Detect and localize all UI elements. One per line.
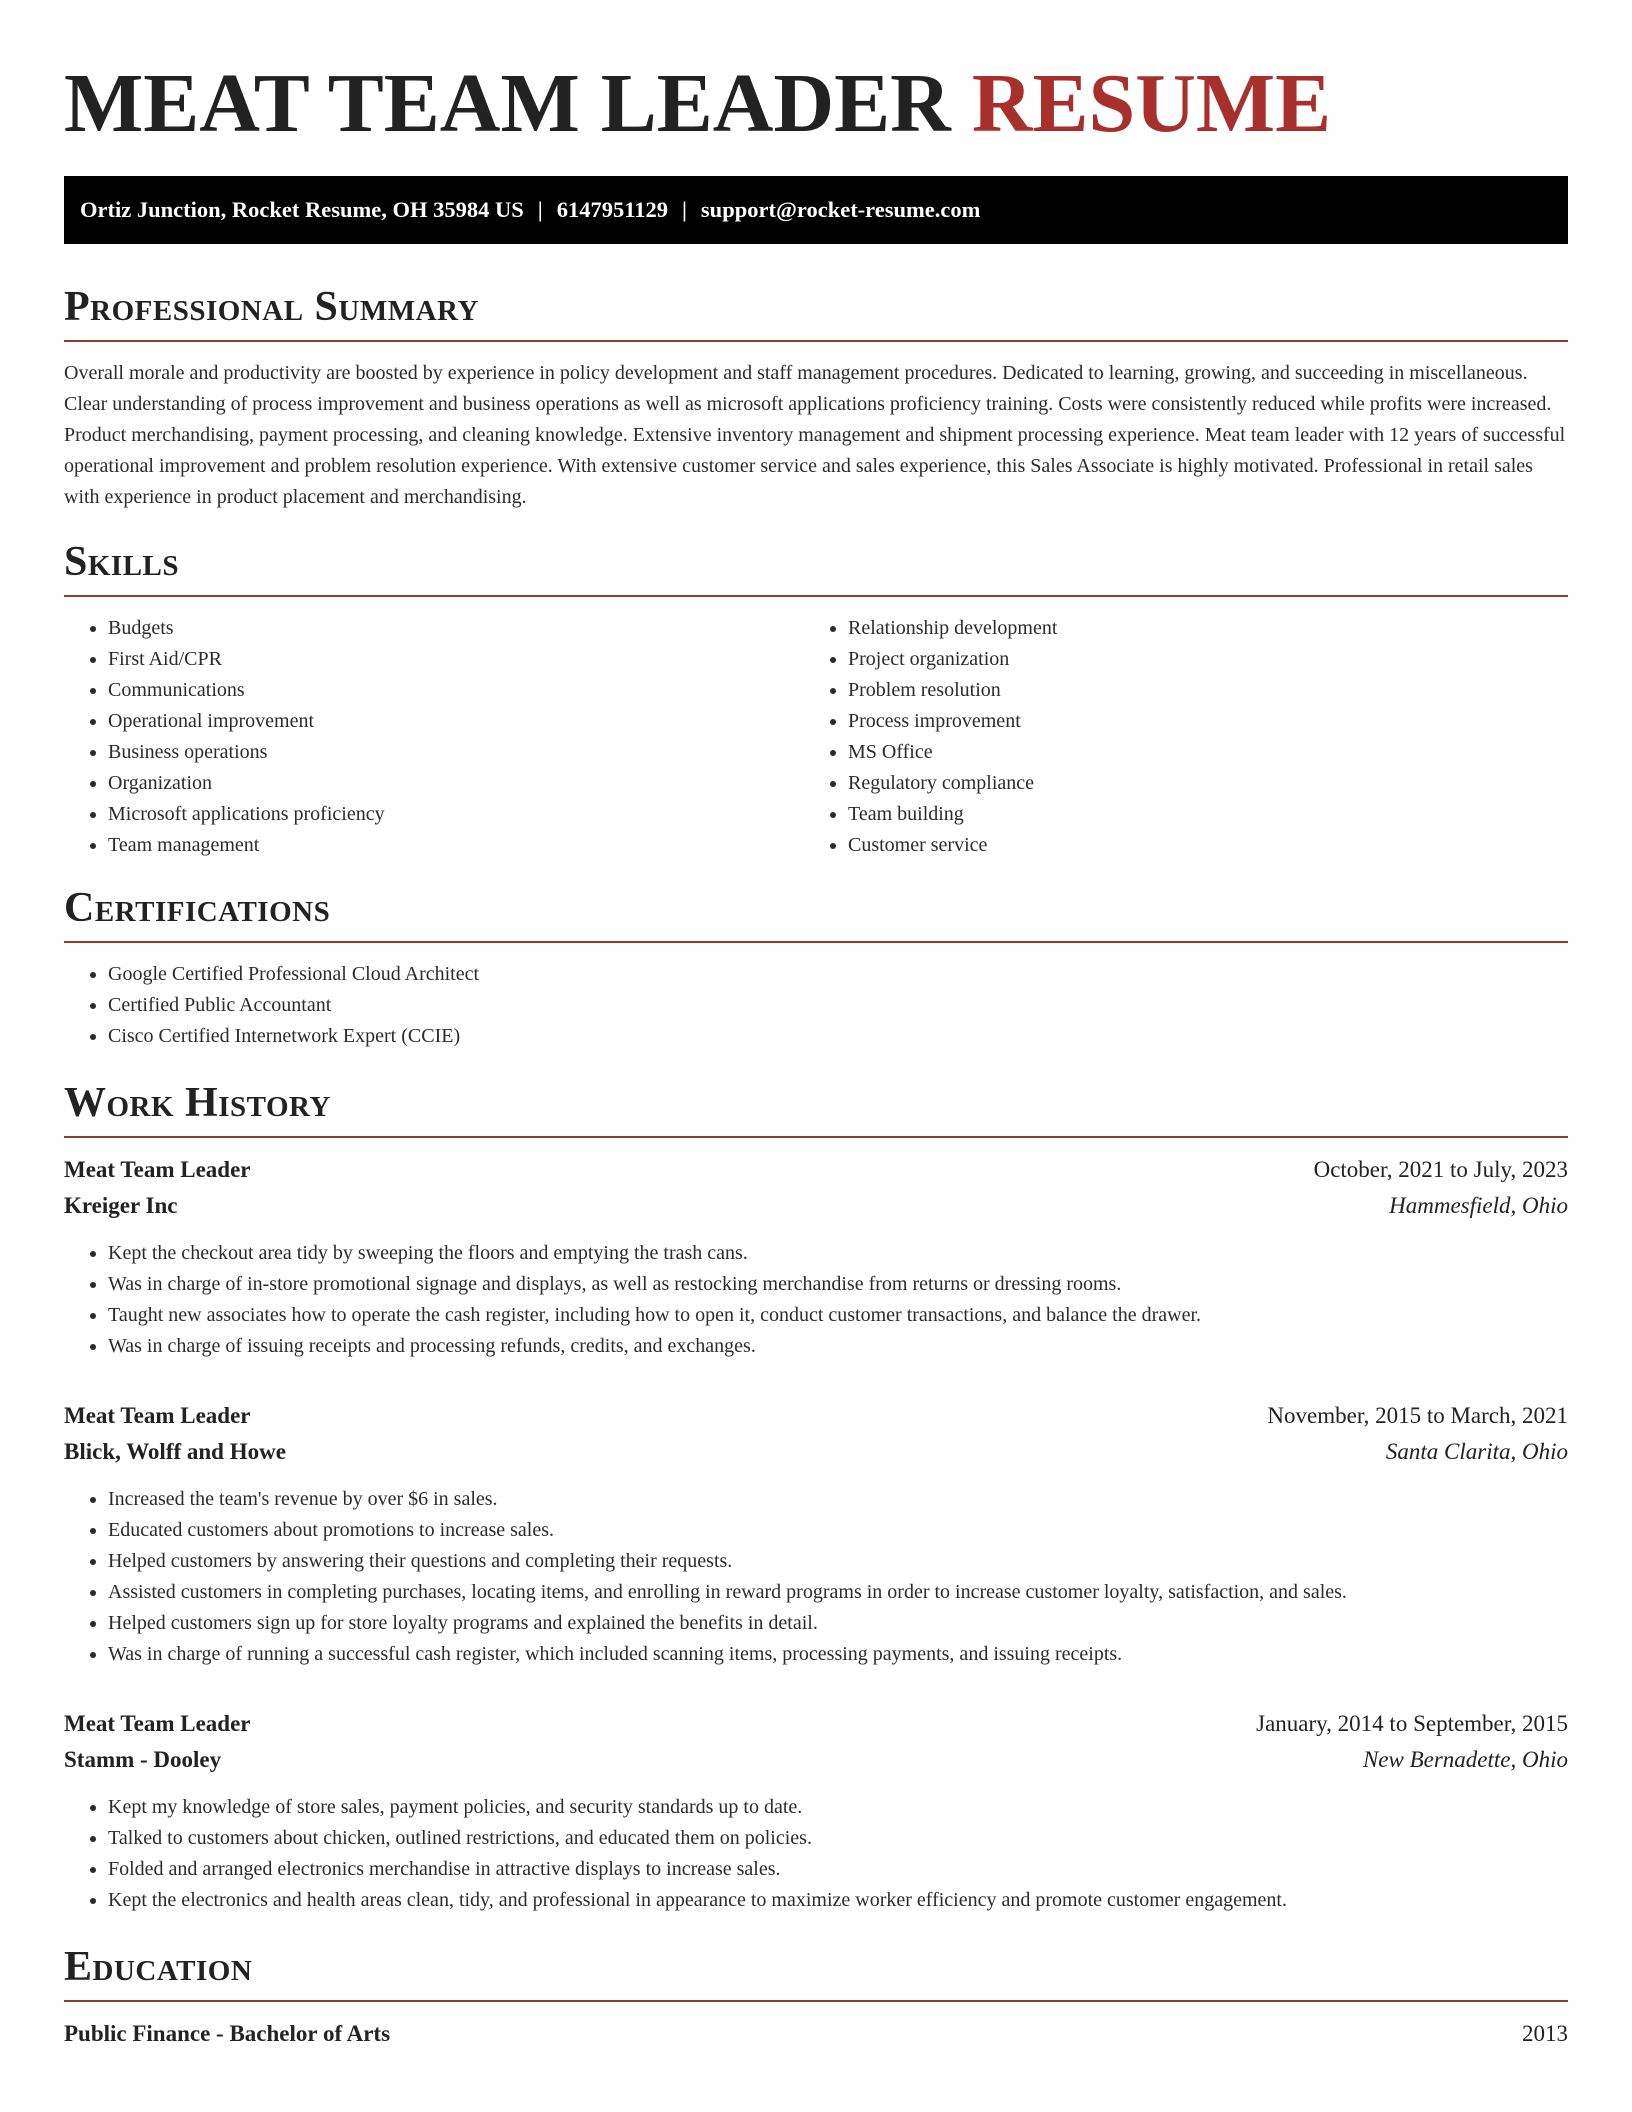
job-bullet: • Helped customers sign up for store loyalty programs and explained the benefits in detail. <box>108 1608 1568 1639</box>
work-history-heading: Work History <box>64 1080 331 1126</box>
job-role: Meat Team Leader <box>64 1157 251 1182</box>
job-title-row <box>64 1152 1568 1188</box>
job-bullet: • Folded and arranged electronics merchandise in attractive displays to increase sales. <box>108 1854 1568 1885</box>
education-section <box>64 1942 1568 2052</box>
skill-item: • Microsoft applications proficiency <box>108 799 804 830</box>
skill-item: • Business operations <box>108 737 804 768</box>
job-company: Stamm - Dooley <box>64 1747 222 1772</box>
skill-item: • Operational improvement <box>108 706 804 737</box>
job-company-row <box>64 1188 1568 1224</box>
job-location: Hammesfield, Ohio <box>1389 1193 1568 1218</box>
job-bullets <box>64 1238 1568 1362</box>
contact-separator: | <box>681 197 687 222</box>
job-bullet: • Kept my knowledge of store sales, payment policies, and security standards up to date. <box>108 1792 1568 1823</box>
job-role: Meat Team Leader <box>64 1711 251 1736</box>
education-row <box>64 2016 1568 2052</box>
job-dates: November, 2015 to March, 2021 <box>1267 1403 1568 1428</box>
job-title-row <box>64 1398 1568 1434</box>
job-entry <box>64 1706 1568 1916</box>
skill-item: • MS Office <box>848 737 1544 768</box>
skills-grid <box>64 613 1568 861</box>
section-divider <box>64 941 1568 943</box>
job-bullets <box>64 1792 1568 1916</box>
job-company-row <box>64 1742 1568 1778</box>
certifications-section <box>64 883 1568 1052</box>
title-main: MEAT TEAM LEADER <box>64 57 951 150</box>
contact-address: Ortiz Junction, Rocket Resume, OH 35984 US <box>80 197 524 222</box>
skill-item: • First Aid/CPR <box>108 644 804 675</box>
job-bullet: • Talked to customers about chicken, outlined restrictions, and educated them on policies. <box>108 1823 1568 1854</box>
education-degree: Public Finance - Bachelor of Arts <box>64 2021 391 2046</box>
job-bullets <box>64 1484 1568 1670</box>
job-company: Kreiger Inc <box>64 1193 178 1218</box>
skills-left-list <box>64 613 804 861</box>
job-bullet: • Was in charge of issuing receipts and processing refunds, credits, and exchanges. <box>108 1331 1568 1362</box>
skill-item: • Organization <box>108 768 804 799</box>
contact-separator: | <box>537 197 543 222</box>
certification-item: • Cisco Certified Internetwork Expert (CCIE) <box>108 1021 1568 1052</box>
skill-item: • Regulatory compliance <box>848 768 1544 799</box>
job-bullet: • Was in charge of in-store promotional signage and displays, as well as restocking merchandise from returns or dressing rooms. <box>108 1269 1568 1300</box>
job-dates: January, 2014 to September, 2015 <box>1256 1711 1568 1736</box>
job-location: Santa Clarita, Ohio <box>1385 1439 1568 1464</box>
skill-item: • Relationship development <box>848 613 1544 644</box>
skill-item: • Budgets <box>108 613 804 644</box>
job-bullet: • Kept the electronics and health areas clean, tidy, and professional in appearance to maximize worker efficiency and promote customer engagement. <box>108 1885 1568 1916</box>
education-year: 2013 <box>1522 2021 1568 2046</box>
certifications-list <box>64 959 1568 1052</box>
certification-item: • Certified Public Accountant <box>108 990 1568 1021</box>
job-company-row <box>64 1434 1568 1470</box>
job-dates: October, 2021 to July, 2023 <box>1313 1157 1568 1182</box>
title-accent: RESUME <box>971 57 1332 150</box>
job-company: Blick, Wolff and Howe <box>64 1439 286 1464</box>
summary-text: Overall morale and productivity are boosted by experience in policy development and staff management procedures. Dedicated to learning, growing, and succeeding in miscellaneous. Clear understanding of process improvement and business operations as well as microsoft applications proficiency training. Costs were consistently reduced while profits were increased. Product merchandising, payment processing, and cleaning knowledge. Extensive inventory management and shipment processing experience. Meat team leader with 12 years of successful operational improvement and problem resolution experience. With extensive customer service and sales experience, this Sales Associate is highly motivated. Professional in retail sales with experience in product placement and merchandising. <box>64 362 1566 508</box>
skill-item: • Customer service <box>848 830 1544 861</box>
certification-item: • Google Certified Professional Cloud Architect <box>108 959 1568 990</box>
job-bullet: • Increased the team's revenue by over $6 in sales. <box>108 1484 1568 1515</box>
job-bullet: • Educated customers about promotions to increase sales. <box>108 1515 1568 1546</box>
summary-heading: Professional Summary <box>64 284 479 330</box>
summary-section <box>64 282 1568 513</box>
skill-item: • Problem resolution <box>848 675 1544 706</box>
resume-title <box>64 0 1568 152</box>
job-location: New Bernadette, Ohio <box>1362 1747 1568 1772</box>
job-bullet: • Was in charge of running a successful cash register, which included scanning items, processing payments, and issuing receipts. <box>108 1639 1568 1670</box>
skill-item: • Communications <box>108 675 804 706</box>
section-divider <box>64 340 1568 342</box>
section-divider <box>64 595 1568 597</box>
skills-section <box>64 537 1568 861</box>
contact-bar <box>64 176 1568 244</box>
job-bullet: • Taught new associates how to operate the cash register, including how to open it, conduct customer transactions, and balance the drawer. <box>108 1300 1568 1331</box>
job-bullet: • Kept the checkout area tidy by sweeping the floors and emptying the trash cans. <box>108 1238 1568 1269</box>
job-role: Meat Team Leader <box>64 1403 251 1428</box>
section-divider <box>64 1136 1568 1138</box>
skill-item: • Team building <box>848 799 1544 830</box>
job-entry <box>64 1398 1568 1670</box>
job-entry <box>64 1152 1568 1362</box>
job-title-row <box>64 1706 1568 1742</box>
skill-item: • Process improvement <box>848 706 1544 737</box>
skill-item: • Team management <box>108 830 804 861</box>
education-heading: Education <box>64 1944 253 1990</box>
job-bullet: • Assisted customers in completing purchases, locating items, and enrolling in reward programs in order to increase customer loyalty, satisfaction, and sales. <box>108 1577 1568 1608</box>
work-history-section <box>64 1078 1568 1916</box>
contact-email[interactable]: support@rocket-resume.com <box>700 197 981 222</box>
skill-item: • Project organization <box>848 644 1544 675</box>
certifications-heading: Certifications <box>64 885 331 931</box>
contact-phone: 6147951129 <box>556 197 668 222</box>
skills-right-list <box>804 613 1544 861</box>
job-bullet: • Helped customers by answering their questions and completing their requests. <box>108 1546 1568 1577</box>
skills-heading: Skills <box>64 539 180 585</box>
section-divider <box>64 2000 1568 2002</box>
